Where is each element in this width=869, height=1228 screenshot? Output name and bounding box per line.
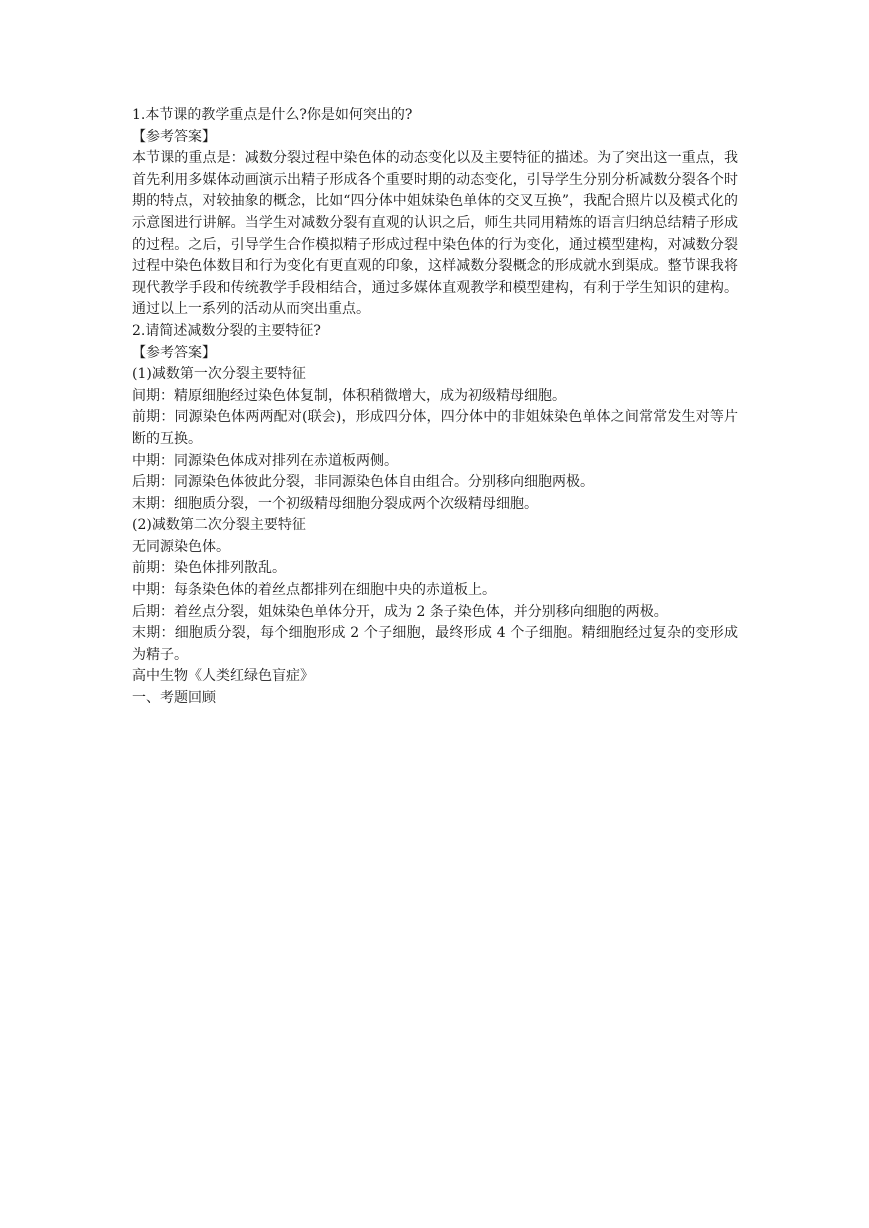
question-1-answer-label: 【参考答案】 xyxy=(132,128,216,145)
section-2-anaphase: 后期：着丝点分裂，姐妹染色单体分开，成为 2 条子染色体，并分别移向细胞的两极。 xyxy=(132,603,668,620)
question-1-title: 1.本节课的教学重点是什么?你是如何突出的? xyxy=(132,107,413,123)
section-1-telophase: 末期：细胞质分裂，一个初级精母细胞分裂成两个次级精母细胞。 xyxy=(132,495,538,512)
section-2-note: 无同源染色体。 xyxy=(132,538,230,555)
question-2-title: 2.请简述减数分裂的主要特征? xyxy=(132,322,321,339)
next-topic-title: 高中生物《人类红绿色盲症》 xyxy=(132,668,314,685)
section-2-title: (2)减数第二次分裂主要特征 xyxy=(132,517,306,534)
section-1-metaphase: 中期：同源染色体成对排列在赤道板两侧。 xyxy=(132,452,398,469)
section-1-prophase: 前期：同源染色体两两配对(联会)，形成四分体，四分体中的非姐妹染色单体之间常常发生对等片断的互换。 xyxy=(132,409,738,447)
question-1-answer: 本节课的重点是：减数分裂过程中染色体的动态变化以及主要特征的描述。为了突出这一重点，我首先利用多媒体动画演示出精子形成各个重要时期的动态变化，引导学生分别分析减数分裂各个时期的特点，对较抽象的概念，比如“四分体中姐妹染色单体的交叉互换”，我配合照片以及模式化的示意图进行讲解。当学生对减数分裂有直观的认识之后，师生共同用精炼的语言归纳总结精子形成的过程。之后，引导学生合作模拟精子形成过程中染色体的行为变化，通过模型建构，对减数分裂过程中染色体数目和行为变化有更直观的印象，这样减数分裂概念的形成就水到渠成。整节课我将现代教学手段和传统教学手段相结合，通过多媒体直观教学和模型建构，有利于学生知识的建构。通过以上一系列的活动从而突出重点。 xyxy=(132,150,738,318)
section-1-interphase: 间期：精原细胞经过染色体复制，体积稍微增大，成为初级精母细胞。 xyxy=(132,387,566,404)
section-2-telophase: 末期：细胞质分裂，每个细胞形成 2 个子细胞，最终形成 4 个子细胞。精细胞经过复杂的变形成为精子。 xyxy=(132,625,738,663)
section-2-metaphase: 中期：每条染色体的着丝点都排列在细胞中央的赤道板上。 xyxy=(132,582,496,599)
question-2-answer-label: 【参考答案】 xyxy=(132,344,216,361)
document-body xyxy=(132,105,738,710)
next-topic-section: 一、考题回顾 xyxy=(132,690,216,707)
section-1-anaphase: 后期：同源染色体彼此分裂，非同源染色体自由组合。分别移向细胞两极。 xyxy=(132,474,594,491)
section-1-title: (1)减数第一次分裂主要特征 xyxy=(132,366,306,383)
section-2-prophase: 前期：染色体排列散乱。 xyxy=(132,560,286,577)
